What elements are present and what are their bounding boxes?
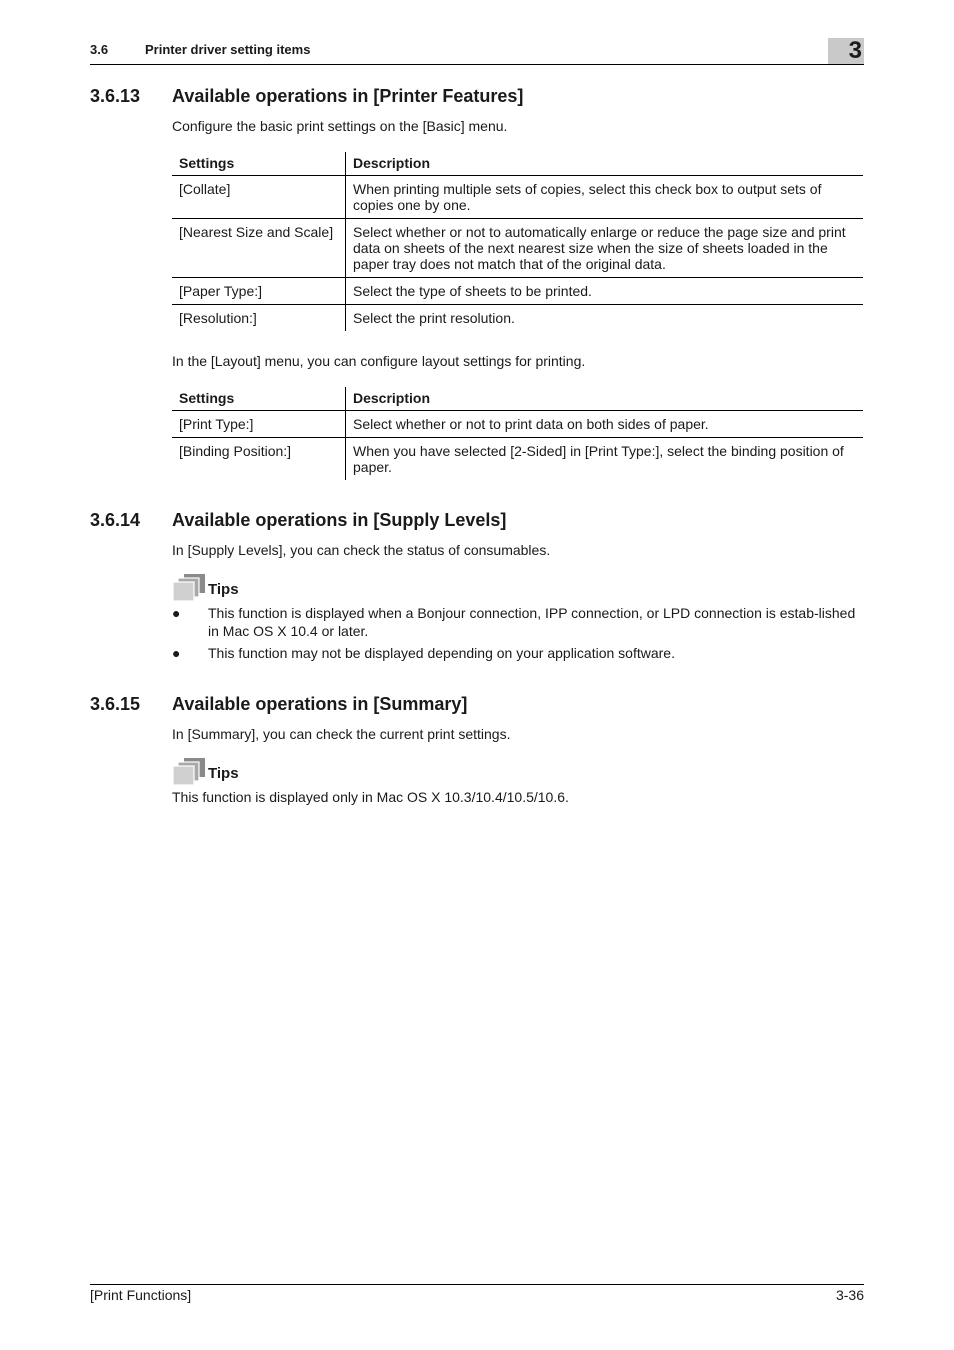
- layout-menu-intro: In the [Layout] menu, you can configure layout settings for printing.: [172, 353, 586, 369]
- setting-description: When printing multiple sets of copies, select this check box to output sets of copies one by one.: [346, 176, 864, 219]
- tips-icon: [172, 757, 206, 792]
- table-row: [172, 411, 863, 438]
- setting-name: [Print Type:]: [172, 411, 346, 438]
- setting-description: Select whether or not to print data on both sides of paper.: [346, 411, 864, 438]
- header-section-number: 3.6: [90, 42, 109, 57]
- summary-intro: In [Summary], you can check the current print settings.: [172, 726, 511, 742]
- footer-rule: [90, 1284, 864, 1285]
- bullet-icon: ●: [172, 645, 181, 661]
- tips-label: Tips: [208, 765, 239, 782]
- tips-icon: [172, 573, 206, 608]
- section-heading-3-6-15: [90, 694, 467, 715]
- setting-name: [Nearest Size and Scale]: [172, 219, 346, 278]
- column-header-description: Description: [346, 152, 864, 176]
- table-header-row: [172, 152, 863, 176]
- section-number: 3.6.14: [90, 510, 141, 530]
- setting-name: [Collate]: [172, 176, 346, 219]
- setting-name: [Resolution:]: [172, 305, 346, 332]
- setting-description: When you have selected [2-Sided] in [Print Type:], select the binding position of paper.: [353, 443, 844, 475]
- supply-levels-intro: In [Supply Levels], you can check the status of consumables.: [172, 542, 551, 558]
- setting-description: Select the type of sheets to be printed.: [346, 278, 864, 305]
- tip-item: This function may not be displayed depending on your application software.: [208, 645, 675, 661]
- setting-description: Select whether or not to automatically enlarge or reduce the page size and print data on sheets of the next nearest size when the size of sheets loaded in the paper tray does not match that of the original data.: [346, 219, 864, 278]
- column-header-settings: Settings: [172, 152, 346, 176]
- header-rule: [90, 64, 864, 65]
- section-number: 3.6.15: [90, 694, 141, 714]
- tip-item: This function is displayed when a Bonjour connection, IPP connection, or LPD connection is estab-lished in Mac OS X 10.4 or later.: [208, 605, 856, 639]
- table-header-row: [172, 387, 863, 411]
- page-number: 3-36: [835, 1287, 864, 1303]
- setting-name: [Binding Position:]: [172, 438, 346, 481]
- chapter-tab: [828, 38, 864, 64]
- layout-settings-table: [172, 387, 863, 480]
- section-heading-3-6-14: [90, 510, 506, 531]
- column-header-description: Description: [346, 387, 864, 411]
- tips-text: This function is displayed only in Mac OS X 10.3/10.4/10.5/10.6.: [172, 789, 569, 805]
- setting-description: Select the print resolution.: [353, 310, 515, 326]
- section-heading-3-6-13: [90, 86, 523, 107]
- table-row: [172, 305, 863, 332]
- section-title: Available operations in [Printer Features]: [172, 86, 524, 106]
- section-title: Available operations in [Supply Levels]: [172, 510, 507, 530]
- footer-chapter-name: [Print Functions]: [90, 1287, 192, 1303]
- section-number: 3.6.13: [90, 86, 141, 106]
- table-row: [172, 176, 863, 219]
- setting-name: [Paper Type:]: [172, 278, 346, 305]
- chapter-number: 3: [848, 37, 862, 64]
- tips-label: Tips: [208, 581, 239, 598]
- table-row: [172, 278, 863, 305]
- basic-settings-table: [172, 152, 863, 331]
- column-header-settings: Settings: [172, 387, 346, 411]
- header-section-title: Printer driver setting items: [145, 42, 311, 57]
- table-row: [172, 438, 863, 481]
- section-title: Available operations in [Summary]: [172, 694, 468, 714]
- bullet-icon: ●: [172, 605, 181, 621]
- basic-menu-intro: Configure the basic print settings on the [Basic] menu.: [172, 118, 508, 134]
- table-row: [172, 219, 863, 278]
